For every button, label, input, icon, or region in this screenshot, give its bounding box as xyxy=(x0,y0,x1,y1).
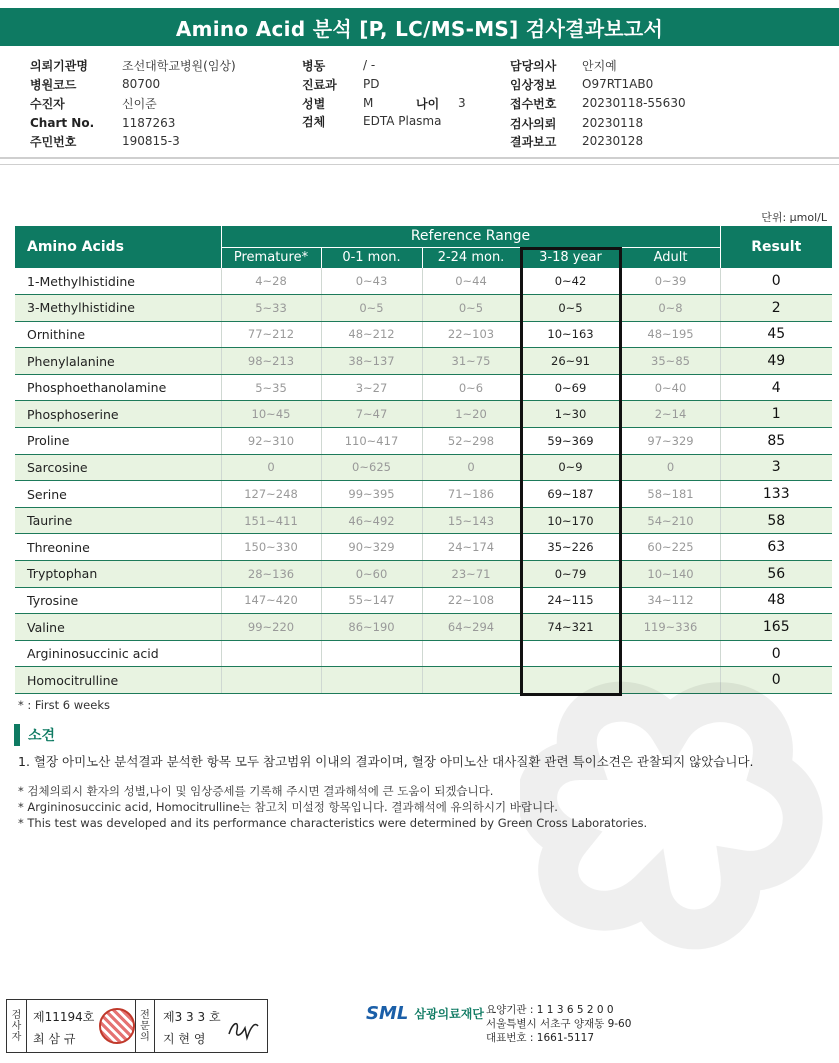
sig-license-2: 제3 3 3 호 xyxy=(163,1010,221,1024)
amino-acid-name: Threonine xyxy=(15,534,221,561)
table-row xyxy=(15,614,832,641)
range-m01 xyxy=(321,667,422,694)
amino-acid-name: 1-Methylhistidine xyxy=(15,268,221,295)
range-adult: 34~112 xyxy=(621,587,720,614)
logo-name: 삼광의료재단 xyxy=(414,1007,484,1021)
result-value: 3 xyxy=(720,454,832,481)
amino-acid-name: Phosphoserine xyxy=(15,401,221,428)
header-reference-range: Reference Range xyxy=(221,226,720,247)
table-row xyxy=(15,587,832,614)
range-y318: 0~42 xyxy=(520,268,621,295)
range-m224: 31~75 xyxy=(422,348,520,375)
range-y318: 69~187 xyxy=(520,481,621,508)
result-value: 0 xyxy=(720,667,832,694)
range-m224: 52~298 xyxy=(422,428,520,455)
range-adult: 35~85 xyxy=(621,348,720,375)
range-pre: 99~220 xyxy=(221,614,321,641)
result-value: 1 xyxy=(720,401,832,428)
table-row xyxy=(15,321,832,348)
sig-name-2: 지 현 영 xyxy=(163,1032,206,1046)
amino-acid-name: Proline xyxy=(15,428,221,455)
table-row xyxy=(15,481,832,508)
header-premature: Premature* xyxy=(221,247,321,268)
table-row xyxy=(15,507,832,534)
header-2-24-mon: 2-24 mon. xyxy=(422,247,520,268)
inst-address: 서울특별시 서초구 양재동 9-60 xyxy=(486,1018,632,1030)
info-accession: 접수번호 20230118-55630 xyxy=(510,96,686,111)
amino-acid-name: Phosphoethanolamine xyxy=(15,374,221,401)
result-value: 0 xyxy=(720,640,832,667)
range-m01: 0~625 xyxy=(321,454,422,481)
range-y318: 10~170 xyxy=(520,507,621,534)
range-m224: 1~20 xyxy=(422,401,520,428)
range-m224: 22~103 xyxy=(422,321,520,348)
result-value: 85 xyxy=(720,428,832,455)
range-pre xyxy=(221,640,321,667)
range-m224 xyxy=(422,640,520,667)
signature-icon xyxy=(225,1016,261,1042)
range-adult: 97~329 xyxy=(621,428,720,455)
amino-acid-name: Tyrosine xyxy=(15,587,221,614)
range-pre: 77~212 xyxy=(221,321,321,348)
range-adult: 2~14 xyxy=(621,401,720,428)
result-value: 4 xyxy=(720,374,832,401)
range-pre: 127~248 xyxy=(221,481,321,508)
range-adult: 0~8 xyxy=(621,295,720,322)
range-adult: 0~40 xyxy=(621,374,720,401)
amino-acid-name: Valine xyxy=(15,614,221,641)
section-bar xyxy=(14,724,20,746)
range-adult: 60~225 xyxy=(621,534,720,561)
info-department: 진료과 PD xyxy=(302,77,380,92)
amino-acid-name: Ornithine xyxy=(15,321,221,348)
range-m01: 3~27 xyxy=(321,374,422,401)
table-row xyxy=(15,428,832,455)
range-pre: 5~33 xyxy=(221,295,321,322)
range-m224: 0~44 xyxy=(422,268,520,295)
range-adult: 54~210 xyxy=(621,507,720,534)
range-m01: 48~212 xyxy=(321,321,422,348)
table-row xyxy=(15,534,832,561)
table-row xyxy=(15,454,832,481)
info-patient: 수진자 신이준 xyxy=(30,96,157,111)
range-m01 xyxy=(321,640,422,667)
info-hospital-code: 병원코드 80700 xyxy=(30,77,161,92)
range-y318: 10~163 xyxy=(520,321,621,348)
range-m224: 22~108 xyxy=(422,587,520,614)
info-specimen: 검체 EDTA Plasma xyxy=(302,114,442,129)
amino-acid-name: Argininosuccinic acid xyxy=(15,640,221,667)
range-m01: 46~492 xyxy=(321,507,422,534)
range-pre: 0 xyxy=(221,454,321,481)
range-m01: 38~137 xyxy=(321,348,422,375)
report-title: Amino Acid 분석 [P, LC/MS-MS] 검사결과보고서 xyxy=(0,8,839,46)
info-sex: 성별 M 나이 3 xyxy=(302,96,466,111)
amino-acid-name: Taurine xyxy=(15,507,221,534)
range-pre: 147~420 xyxy=(221,587,321,614)
table-row xyxy=(15,374,832,401)
range-m224: 23~71 xyxy=(422,561,520,588)
result-value: 0 xyxy=(720,268,832,295)
range-m01: 0~5 xyxy=(321,295,422,322)
range-pre: 5~35 xyxy=(221,374,321,401)
range-m224: 0~6 xyxy=(422,374,520,401)
info-id-no: 주민번호 190815-3 xyxy=(30,134,180,149)
info-age-label: 나이 xyxy=(416,96,440,111)
comment-text: 1. 혈장 아미노산 분석결과 분석한 항목 모두 참고범위 이내의 결과이며, 혈장 아미노산 대사질환 관련 특이소견은 관찰되지 않았습니다. xyxy=(18,754,754,769)
range-y318: 35~226 xyxy=(520,534,621,561)
table-row xyxy=(15,268,832,295)
table-row xyxy=(15,401,832,428)
amino-acid-name: Homocitrulline xyxy=(15,667,221,694)
table-row xyxy=(15,561,832,588)
header-0-1-mon: 0-1 mon. xyxy=(321,247,422,268)
sig-role-1: 검사자 xyxy=(7,1000,27,1052)
sig-name-1: 최 삼 규 xyxy=(33,1032,76,1046)
divider xyxy=(0,164,839,165)
watermark-graphic xyxy=(520,640,839,980)
info-request-date: 검사의뢰 20230118 xyxy=(510,116,644,131)
unit-label: 단위: μmol/L xyxy=(761,211,827,224)
range-m01: 99~395 xyxy=(321,481,422,508)
info-doctor: 담당의사 안지예 xyxy=(510,58,617,73)
note-line: * 검체의뢰시 환자의 성별,나이 및 임상증세를 기록해 주시면 결과해석에 큰 도움이 되겠습니다. xyxy=(18,784,494,798)
range-m01: 0~60 xyxy=(321,561,422,588)
range-y318: 0~9 xyxy=(520,454,621,481)
amino-acid-name: 3-Methylhistidine xyxy=(15,295,221,322)
info-chart-no: Chart No. 1187263 xyxy=(30,116,176,130)
range-m224: 0 xyxy=(422,454,520,481)
inst-phone: 대표번호 : 1661-5117 xyxy=(486,1032,595,1044)
header-adult: Adult xyxy=(621,247,720,268)
range-pre xyxy=(221,667,321,694)
range-m01: 90~329 xyxy=(321,534,422,561)
table-row xyxy=(15,348,832,375)
range-m01: 110~417 xyxy=(321,428,422,455)
info-ward: 병동 / - xyxy=(302,58,376,73)
result-value: 56 xyxy=(720,561,832,588)
result-value: 45 xyxy=(720,321,832,348)
info-report-date: 결과보고 20230128 xyxy=(510,134,644,149)
note-line: * Argininosuccinic acid, Homocitrulline는 참고치 미설정 항목입니다. 결과해석에 유의하시기 바랍니다. xyxy=(18,800,558,814)
range-m224: 24~174 xyxy=(422,534,520,561)
result-value: 63 xyxy=(720,534,832,561)
result-value: 2 xyxy=(720,295,832,322)
header-result: Result xyxy=(720,226,832,268)
range-m01: 86~190 xyxy=(321,614,422,641)
result-value: 49 xyxy=(720,348,832,375)
range-y318: 59~369 xyxy=(520,428,621,455)
range-m224: 64~294 xyxy=(422,614,520,641)
range-m224: 0~5 xyxy=(422,295,520,322)
footer xyxy=(0,995,839,1063)
amino-acid-name: Sarcosine xyxy=(15,454,221,481)
inst-code: 요양기관 : 1 1 3 6 5 2 0 0 xyxy=(486,1004,614,1016)
range-y318: 0~69 xyxy=(520,374,621,401)
range-pre: 92~310 xyxy=(221,428,321,455)
info-institution: 의뢰기관명 조선대학교병원(임상) xyxy=(30,58,236,73)
range-pre: 150~330 xyxy=(221,534,321,561)
range-y318: 1~30 xyxy=(520,401,621,428)
range-m224: 71~186 xyxy=(422,481,520,508)
amino-acid-name: Serine xyxy=(15,481,221,508)
table-row xyxy=(15,295,832,322)
range-m01: 55~147 xyxy=(321,587,422,614)
lab-logo xyxy=(366,1003,484,1024)
range-y318: 74~321 xyxy=(520,614,621,641)
range-m01: 0~43 xyxy=(321,268,422,295)
result-value: 48 xyxy=(720,587,832,614)
range-adult: 0 xyxy=(621,454,720,481)
range-y318: 26~91 xyxy=(520,348,621,375)
range-y318: 24~115 xyxy=(520,587,621,614)
amino-acid-name: Phenylalanine xyxy=(15,348,221,375)
signature-box xyxy=(6,999,268,1053)
range-pre: 4~28 xyxy=(221,268,321,295)
seal-stamp xyxy=(99,1008,135,1044)
info-clinical: 임상정보 O97RT1AB0 xyxy=(510,77,654,92)
sig-role-2: 전문의 xyxy=(135,1000,155,1052)
range-pre: 151~411 xyxy=(221,507,321,534)
divider xyxy=(0,157,839,159)
range-y318: 0~5 xyxy=(520,295,621,322)
header-3-18-year: 3-18 year xyxy=(520,247,621,268)
amino-acid-name: Tryptophan xyxy=(15,561,221,588)
amino-acid-table xyxy=(15,226,832,694)
premature-footnote: * : First 6 weeks xyxy=(18,698,110,712)
range-adult: 0~39 xyxy=(621,268,720,295)
result-value: 58 xyxy=(720,507,832,534)
info-age-value: 3 xyxy=(458,96,466,110)
range-adult: 58~181 xyxy=(621,481,720,508)
range-adult: 10~140 xyxy=(621,561,720,588)
range-pre: 28~136 xyxy=(221,561,321,588)
range-m01: 7~47 xyxy=(321,401,422,428)
header-amino-acids: Amino Acids xyxy=(15,226,221,268)
range-y318: 0~79 xyxy=(520,561,621,588)
range-m224 xyxy=(422,667,520,694)
range-adult: 48~195 xyxy=(621,321,720,348)
range-adult: 119~336 xyxy=(621,614,720,641)
sig-license-1: 제11194호 xyxy=(33,1010,95,1024)
range-m224: 15~143 xyxy=(422,507,520,534)
result-value: 165 xyxy=(720,614,832,641)
note-line: * This test was developed and its performance characteristics were determined by Green Cross Laboratories. xyxy=(18,816,648,830)
range-pre: 98~213 xyxy=(221,348,321,375)
logo-mark: SML xyxy=(366,1003,409,1024)
range-pre: 10~45 xyxy=(221,401,321,428)
result-value: 133 xyxy=(720,481,832,508)
section-title: 소견 xyxy=(14,724,55,746)
institution-info xyxy=(486,1003,631,1045)
